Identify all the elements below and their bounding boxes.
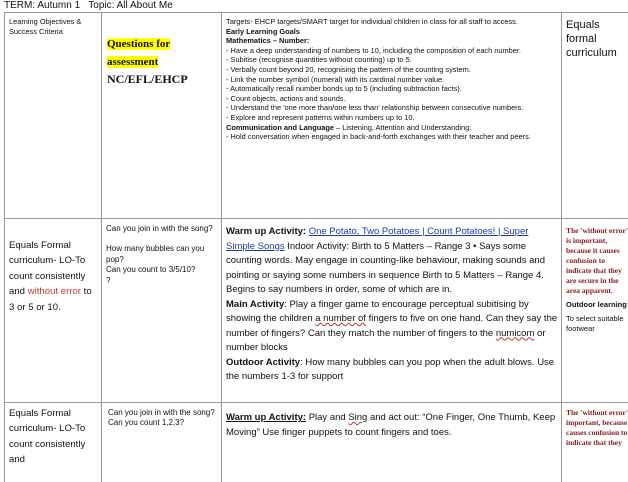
question-text: Can you join in with the song? (108, 408, 215, 417)
activities-cell (226, 225, 558, 385)
communication-subheading: – Listening, Attention and Understanding: (334, 122, 472, 132)
warm-up-label: Warm up Activity: (226, 226, 309, 237)
question-text: Can you count 1,2,3? (108, 418, 185, 428)
warm-up-label: Warm up Activity: (226, 412, 307, 423)
note-text: The 'without error' is important, because it causes confusion to indicate that they are secure in the area apparent. (566, 226, 628, 295)
activity-text: fingers to five on one hand. Can they say the number of fingers? Can they match the number of fingers to the (226, 313, 558, 339)
equals-formal-header: Equals formal curriculum (566, 19, 617, 59)
note-text: The 'without error' important, because causes confusion to indicate that they (566, 408, 628, 447)
lo-highlight-text: without error (27, 286, 82, 298)
footwear-note: To select suitable footwear (566, 314, 624, 333)
activity-text: : Play a finger game to encourage perceptual subitising by showing the children (226, 298, 529, 324)
column-divider (101, 12, 102, 482)
table-border (5, 12, 628, 13)
column-divider (221, 12, 222, 482)
learning-objective-cell: Equals Formal curriculum- LO-To count consistently and (9, 408, 86, 466)
elg-item: - Understand the 'one more than/one less than' relationship between consecutive numbers. (226, 103, 524, 113)
question-text: ? (106, 275, 111, 285)
elg-item: - Automatically recall number bonds up to 5 (including subtraction facts). (226, 84, 462, 94)
row-divider (5, 218, 628, 219)
notes-cell (566, 226, 628, 334)
mathematics-heading: Mathematics – Number: (226, 36, 310, 46)
question-text: Can you join in with the song? (106, 224, 213, 233)
learning-objective-cell (9, 238, 99, 315)
activity-text: : How many bubbles can you pop when the adult blows. Use the numbers 1-3 for support (226, 356, 555, 382)
questions-header (107, 34, 219, 88)
lo-text: Equals Formal curriculum- LO-To count consistently and (9, 240, 86, 298)
question-text: Can you count to 3/5/10? (106, 265, 196, 275)
activity-text: or number blocks (226, 327, 546, 353)
elg-item: - Have a deep understanding of numbers to 10, including the composition of each number. (226, 45, 521, 55)
outdoor-activity-label: Outdoor Activity (226, 356, 301, 368)
elg-item: - Subitise (recognise quantities without counting) up to 5. (226, 55, 412, 65)
activity-text: and act out: “One Finger, One Thumb, Keep Moving” Use finger puppets to count fingers and toes. (226, 412, 556, 438)
questions-for-assessment-label: Questions for assessment (107, 38, 171, 68)
spelling-flag: numicom (495, 327, 535, 339)
targets-title: Targets- EHCP targets/SMART target for individual children in class for all staff to access. (226, 17, 518, 26)
early-learning-goals-heading: Early Learning Goals (226, 26, 300, 36)
spelling-flag: a number of (315, 313, 366, 324)
communication-heading: Communication and Language (226, 122, 334, 132)
elg-item: - Count objects, actions and sounds. (226, 93, 346, 103)
activity-text: Play and (306, 412, 349, 423)
lo-text: to 3 or 5 or 10. (9, 286, 92, 313)
song-link[interactable]: One Potato, Two Potatoes | Count Potatoes! | Super Simple Songs (226, 226, 529, 252)
column-divider (561, 12, 562, 482)
elg-item: - Explore and represent patterns within numbers up to 10. (226, 112, 415, 122)
elg-item: - Verbally count beyond 20, recognising the pattern of the counting system. (226, 64, 471, 74)
outdoor-learning-note: Outdoor learning (566, 300, 627, 309)
row-divider (5, 402, 628, 403)
spelling-flag: Sing (348, 412, 368, 423)
lesson-plan-table (4, 12, 628, 482)
term-topic-header: TERM: Autumn 1 Topic: All About Me (4, 0, 173, 11)
nc-efl-ehcp-label: NC/EFL/EHCP (107, 72, 188, 86)
question-text: How many bubbles can you pop? (106, 244, 205, 264)
targets-cell (226, 17, 558, 142)
learning-objectives-header: Learning Objectives & Success Criteria (9, 17, 82, 36)
activity-text: Indoor Activity: Birth to 5 Matters – Range 3 • Says some counting words. May engage in counting-like behaviour, making sounds and pointing or saying some numbers in sequence Birth to 5 Matters – Range 4. Begins to say numbers in order, some of which are in. (226, 240, 545, 295)
questions-cell (108, 408, 220, 429)
questions-cell (106, 224, 218, 286)
activities-cell (226, 411, 558, 440)
elg-item: - Link the number symbol (numeral) with its cardinal number value. (226, 74, 445, 84)
elg-item: - Hold conversation when engaged in back-and-forth exchanges with their teacher and peers. (226, 132, 531, 142)
main-activity-label: Main Activity (226, 298, 285, 310)
